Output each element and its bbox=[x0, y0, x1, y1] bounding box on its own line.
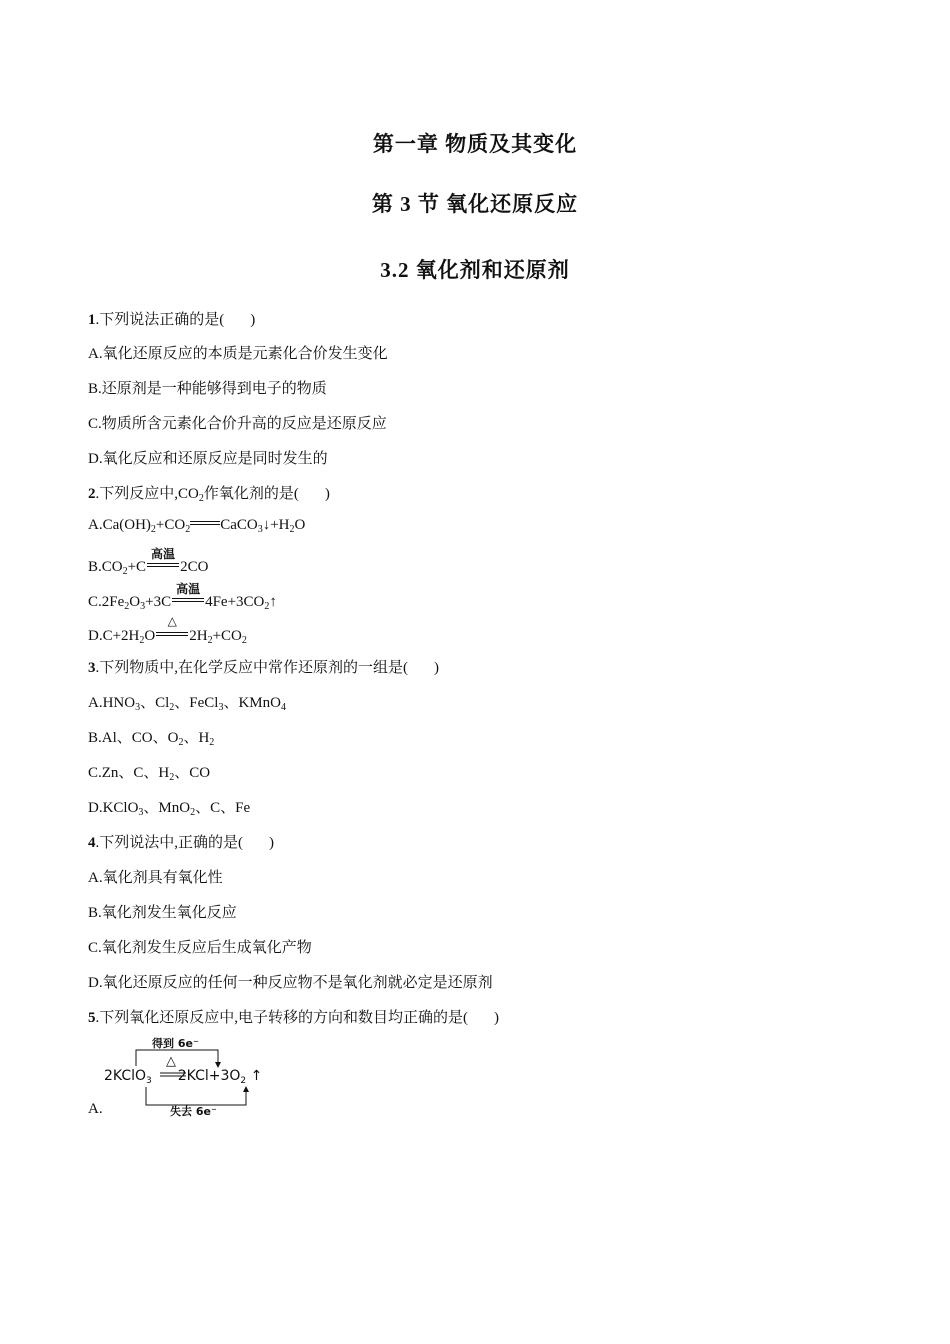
question-3-option-c: C.Zn、C、$H_2$、CO bbox=[88, 765, 211, 783]
electron-loss-label: 失去 6e⁻ bbox=[170, 1105, 217, 1118]
question-text: .下列说法正确的是( bbox=[95, 312, 225, 328]
answer-close-paren: ) bbox=[434, 660, 439, 676]
question-1-stem bbox=[88, 308, 255, 329]
heat-condition: △ bbox=[166, 1054, 176, 1069]
question-4-option-b: B.氧化剂发生氧化反应 bbox=[88, 905, 237, 921]
question-2-option-d: $D.C+2H_2O$ △ $2H_2+CO_2$ bbox=[88, 614, 247, 646]
question-2-option-b: $B.CO_2+C$ 高温 2CO bbox=[88, 547, 209, 577]
question-3-stem bbox=[88, 656, 439, 677]
question-4-option-c: C.氧化剂发生反应后生成氧化产物 bbox=[88, 940, 312, 956]
question-text-rest: 作氧化剂的是( bbox=[203, 486, 299, 502]
question-number: 2 bbox=[88, 486, 96, 502]
high-temp-condition: 高温 bbox=[176, 582, 201, 596]
question-text: .下列氧化还原反应中,电子转移的方向和数目均正确的是( bbox=[95, 1010, 468, 1026]
subsection-title: 3.2 氧化剂和还原剂 bbox=[380, 258, 570, 282]
answer-close-paren: ) bbox=[324, 486, 330, 502]
section-title: 第 3 节 氧化还原反应 bbox=[371, 192, 579, 216]
question-text: .下列反应中,CO bbox=[95, 486, 199, 502]
question-number: 4 bbox=[88, 835, 96, 851]
chapter-title: 第一章 物质及其变化 bbox=[372, 132, 578, 156]
answer-close-paren: ) bbox=[494, 1010, 499, 1026]
question-2-option-a: $A.Ca(OH)_2+CO_2$ $CaCO_3↓+H_2O$ bbox=[88, 517, 306, 535]
question-3-option-a: $A.HNO_3$、$Cl_2$、FeCl$_3$、KMnO$_4$ bbox=[88, 695, 286, 713]
question-1-option-c: C.物质所含元素化合价升高的反应是还原反应 bbox=[88, 416, 387, 432]
question-1-option-b: B.还原剂是一种能够得到电子的物质 bbox=[88, 381, 327, 397]
question-number: 3 bbox=[88, 660, 96, 676]
question-text: .下列物质中,在化学反应中常作还原剂的一组是( bbox=[95, 660, 408, 676]
question-number: 1 bbox=[88, 312, 96, 328]
question-1-option-d: D.氧化反应和还原反应是同时发生的 bbox=[88, 451, 328, 467]
question-3-option-b: B.Al、CO、$O_2$、$H_2$ bbox=[88, 730, 215, 748]
question-2-stem bbox=[88, 482, 330, 503]
question-text-subscript: 2 bbox=[198, 493, 204, 504]
reaction-equation: 2KClO$_3$ $2KCl+3O_2$ ↑ bbox=[104, 1068, 263, 1086]
question-4-option-d: D.氧化还原反应的任何一种反应物不是氧化剂就必定是还原剂 bbox=[88, 975, 493, 991]
question-4-stem bbox=[88, 831, 274, 852]
answer-close-paren: ) bbox=[250, 312, 256, 328]
electron-gain-label: 得到 6e⁻ bbox=[152, 1037, 199, 1050]
question-text: .下列说法中,正确的是( bbox=[95, 835, 243, 851]
heat-condition: △ bbox=[167, 614, 177, 628]
electron-transfer-diagram bbox=[100, 1033, 300, 1123]
question-number: 5 bbox=[88, 1010, 96, 1026]
question-4-option-a: A.氧化剂具有氧化性 bbox=[88, 870, 223, 886]
answer-close-paren: ) bbox=[269, 835, 274, 851]
question-1-option-a: A.氧化还原反应的本质是元素化合价发生变化 bbox=[88, 346, 388, 362]
question-5-option-a-label: A. bbox=[88, 1101, 103, 1117]
question-5-stem bbox=[88, 1006, 499, 1027]
high-temp-condition: 高温 bbox=[151, 547, 176, 561]
question-2-option-c: $C.2Fe_2O_3+3C$ 高温 $4Fe+3CO_2↑$ bbox=[88, 582, 277, 612]
question-3-option-d: D.KClO$_3$、MnO$_2$、C、Fe bbox=[88, 800, 251, 818]
